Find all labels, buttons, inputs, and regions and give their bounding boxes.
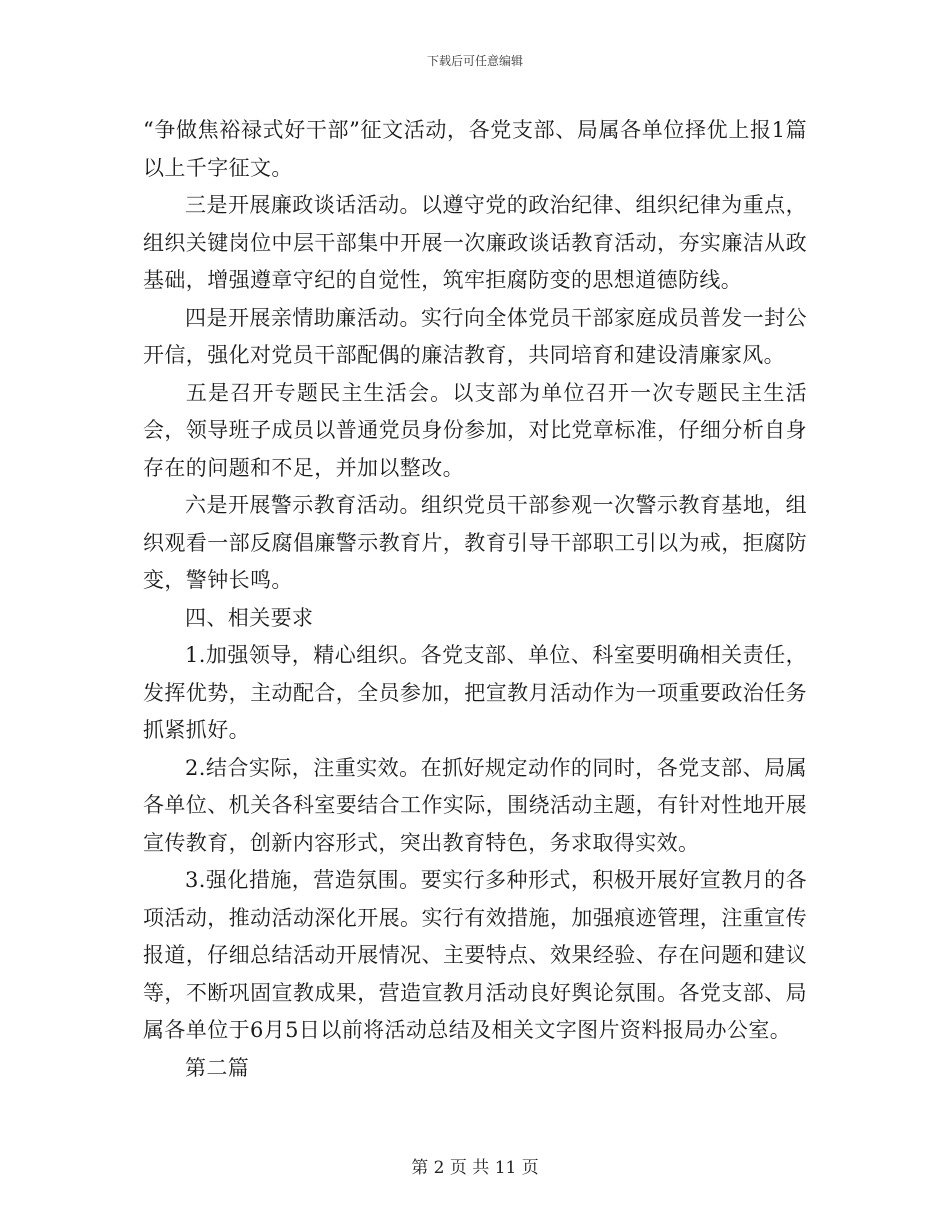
document-body xyxy=(143,112,807,1087)
paragraph-essay-activity: “争做焦裕禄式好干部”征文活动，各党支部、局属各单位择优上报1篇以上千字征文。 xyxy=(143,118,807,180)
page-header: 下载后可任意编辑 xyxy=(426,54,523,68)
paragraph-warning-education: 六是开展警示教育活动。组织党员干部参观一次警示教育基地，组织观看一部反腐倡廉警示教育片，教育引导干部职工引以为戒，拒腐防变，警钟长鸣。 xyxy=(143,493,807,592)
section-heading-part-two: 第二篇 xyxy=(185,1055,250,1080)
section-heading-requirements: 四、相关要求 xyxy=(185,605,314,630)
paragraph-integrity-talk: 三是开展廉政谈话活动。以遵守党的政治纪律、组织纪律为重点，组织关键岗位中层干部集中开展一次廉政谈话教育活动，夯实廉洁从政基础，增强遵章守纪的自觉性，筑牢拒腐防变的思想道德防线。 xyxy=(143,193,807,292)
paragraph-democratic-meeting: 五是召开专题民主生活会。以支部为单位召开一次专题民主生活会，领导班子成员以普通党员身份参加，对比党章标准，仔细分析自身存在的问题和不足，并加以整改。 xyxy=(143,380,807,480)
paragraph-requirement-2: 2.结合实际，注重实效。在抓好规定动作的同时，各党支部、局属各单位、机关各科室要结合工作实际，围绕活动主题，有针对性地开展宣传教育，创新内容形式，突出教育特色，务求取得实效。 xyxy=(143,755,807,855)
page-footer: 第 2 页 共 11 页 xyxy=(411,1158,539,1178)
paragraph-requirement-3: 3.强化措施，营造氛围。要实行多种形式，积极开展好宣教月的各项活动，推动活动深化开展。实行有效措施，加强痕迹管理，注重宣传报道，仔细总结活动开展情况、主要特点、效果经验、存在问题和建议等，不断巩固宣教成果，营造宣教月活动良好舆论氛围。各党支部、局属各单位于6月5日以前将活动总结及相关文字图片资料报局办公室。 xyxy=(143,868,807,1042)
paragraph-family-integrity: 四是开展亲情助廉活动。实行向全体党员干部家庭成员普发一封公开信，强化对党员干部配偶的廉洁教育，共同培育和建设清廉家风。 xyxy=(143,305,807,367)
paragraph-requirement-1: 1.加强领导，精心组织。各党支部、单位、科室要明确相关责任，发挥优势，主动配合，全员参加，把宣教月活动作为一项重要政治任务抓紧抓好。 xyxy=(143,643,807,742)
